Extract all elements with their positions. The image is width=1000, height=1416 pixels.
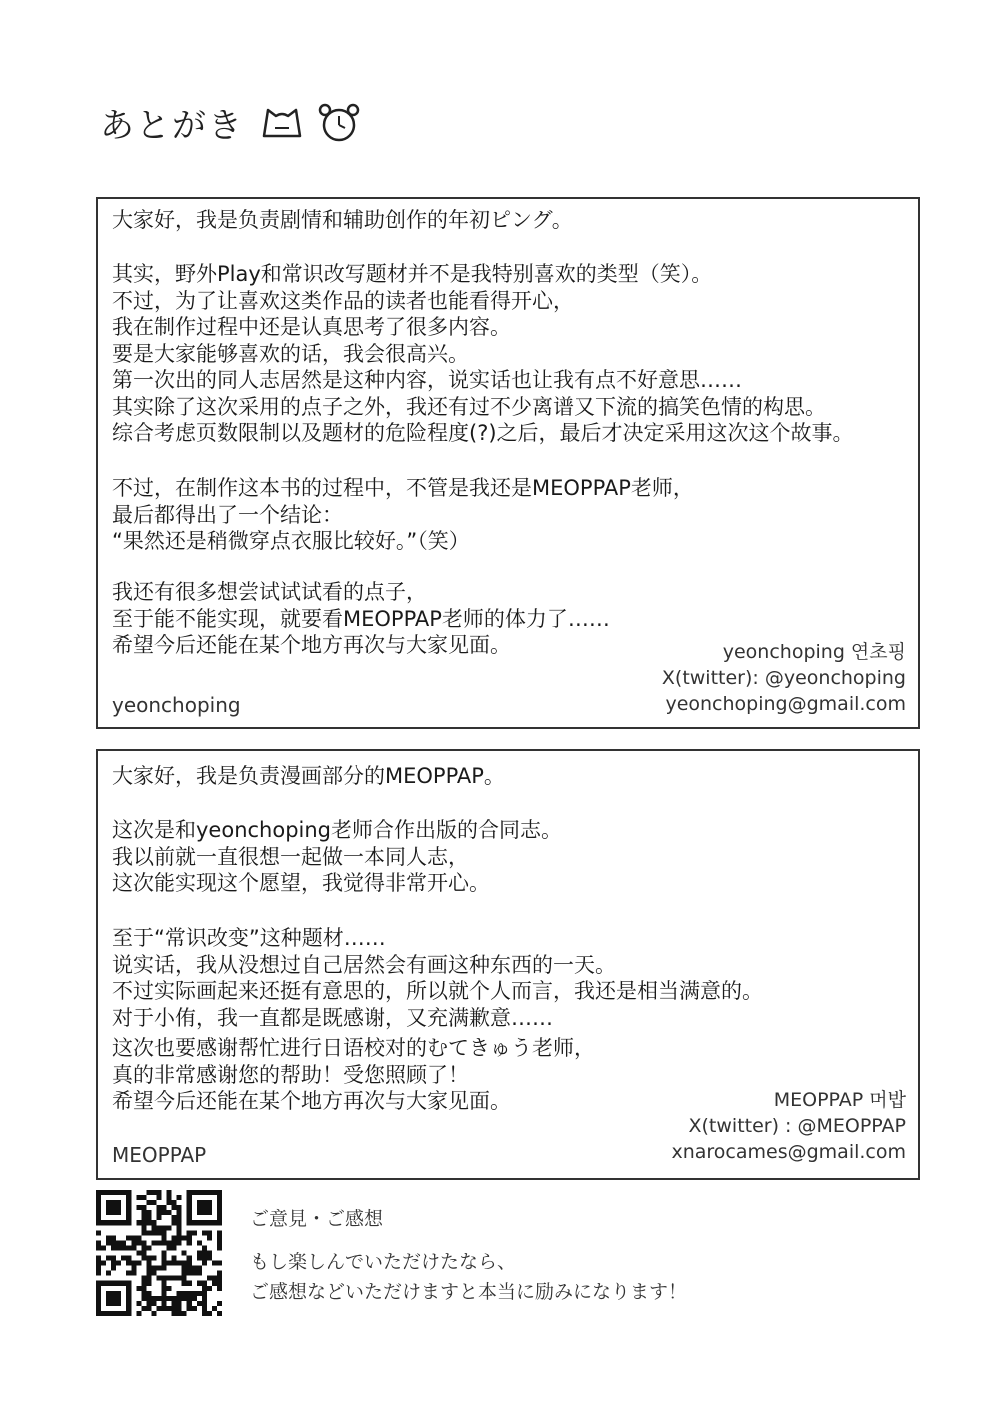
author-contact [671,1087,906,1165]
paragraph [112,579,610,659]
text-line: 最后都得出了一个结论： [112,502,343,527]
signature: yeonchoping [112,693,241,717]
twitter-handle: X(twitter) : @MEOPPAP [688,1115,906,1137]
email-address: yeonchoping@gmail.com [665,693,906,715]
text-line: 综合考虑页数限制以及题材的危险程度(?)之后，最后才决定采用这次这个故事。 [112,421,854,445]
afterword-heading [100,98,362,147]
text-line: 这次是和yeonchoping老师合作出版的合同志。 [112,818,563,842]
text-line: もし楽しんでいただけたなら、 [250,1251,517,1273]
text-line: 我还有很多想尝试试试看的点子， [112,580,427,604]
afterword-box-yeonchoping [96,197,920,729]
paragraph [112,261,854,447]
author-contact [662,639,906,717]
signature: MEOPPAP [112,1143,207,1167]
text-line: 对于小侑，我一直都是既感谢，又充满歉意…… [112,1005,553,1030]
feedback-title: ご意見・ご感想 [250,1208,384,1230]
text-line: 说实话，我从没想过自己居然会有画这种东西的一天。 [112,952,616,977]
text-line: 不过，在制作这本书的过程中，不管是我还是MEOPPAP老师， [112,476,694,500]
paragraph [112,817,562,897]
text-line: 这次也要感谢帮忙进行日语校对的むてきゅう老师， [112,1036,595,1060]
text-line: 至于“常识改变”这种题材…… [112,926,386,950]
paragraph [112,1035,595,1115]
text-line: ご感想などいただけますと本当に励みになります！ [250,1281,688,1303]
clock-doodle-icon [316,102,362,144]
qr-code-icon[interactable] [96,1190,222,1316]
text-line: 我以前就一直很想一起做一本同人志， [112,844,469,869]
paragraph [112,925,763,1031]
text-line: 不过，为了让喜欢这类作品的读者也能看得开心， [112,288,574,313]
text-line: “果然还是稍微穿点衣服比较好。”（笑） [112,529,470,553]
feedback-section [250,1204,687,1307]
text-line: 不过实际画起来还挺有意思的，所以就个人而言，我还是相当满意的。 [112,979,763,1003]
text-line: 第一次出的同人志居然是这种内容，说实话也让我有点不好意思…… [112,368,742,392]
text-line: 至于能不能实现，就要看MEOPPAP老师的体力了…… [112,606,610,631]
text-line: 希望今后还能在某个地方再次与大家见面。 [112,633,511,657]
paragraph [112,207,573,234]
email-address: xnarocames@gmail.com [671,1141,906,1163]
page-title: あとがき [100,106,244,146]
text-line: 这次能实现这个愿望，我觉得非常开心。 [112,871,490,895]
paragraph [112,475,694,555]
text-line: 我在制作过程中还是认真思考了很多内容。 [112,315,511,339]
text-line: 大家好，我是负责剧情和辅助创作的年初ピング。 [112,208,573,232]
text-line: 大家好，我是负责漫画部分的MEOPPAP。 [112,764,505,788]
author-name: yeonchoping 연초핑 [722,641,906,663]
text-line: 要是大家能够喜欢的话，我会很高兴。 [112,341,469,366]
text-line: 其实，野外Play和常识改写题材并不是我特别喜欢的类型（笑）。 [112,262,713,286]
paragraph [112,763,505,790]
cat-doodle-icon [258,102,306,142]
afterword-box-meoppap [96,749,920,1180]
feedback-message [250,1247,687,1307]
heading-doodles [258,102,362,144]
author-name: MEOPPAP 머밥 [773,1089,906,1111]
text-line: 其实除了这次采用的点子之外，我还有过不少离谱又下流的搞笑色情的构思。 [112,394,826,419]
text-line: 真的非常感谢您的帮助！受您照顾了！ [112,1062,469,1087]
text-line: 希望今后还能在某个地方再次与大家见面。 [112,1089,511,1113]
twitter-handle: X(twitter): @yeonchoping [661,667,906,689]
